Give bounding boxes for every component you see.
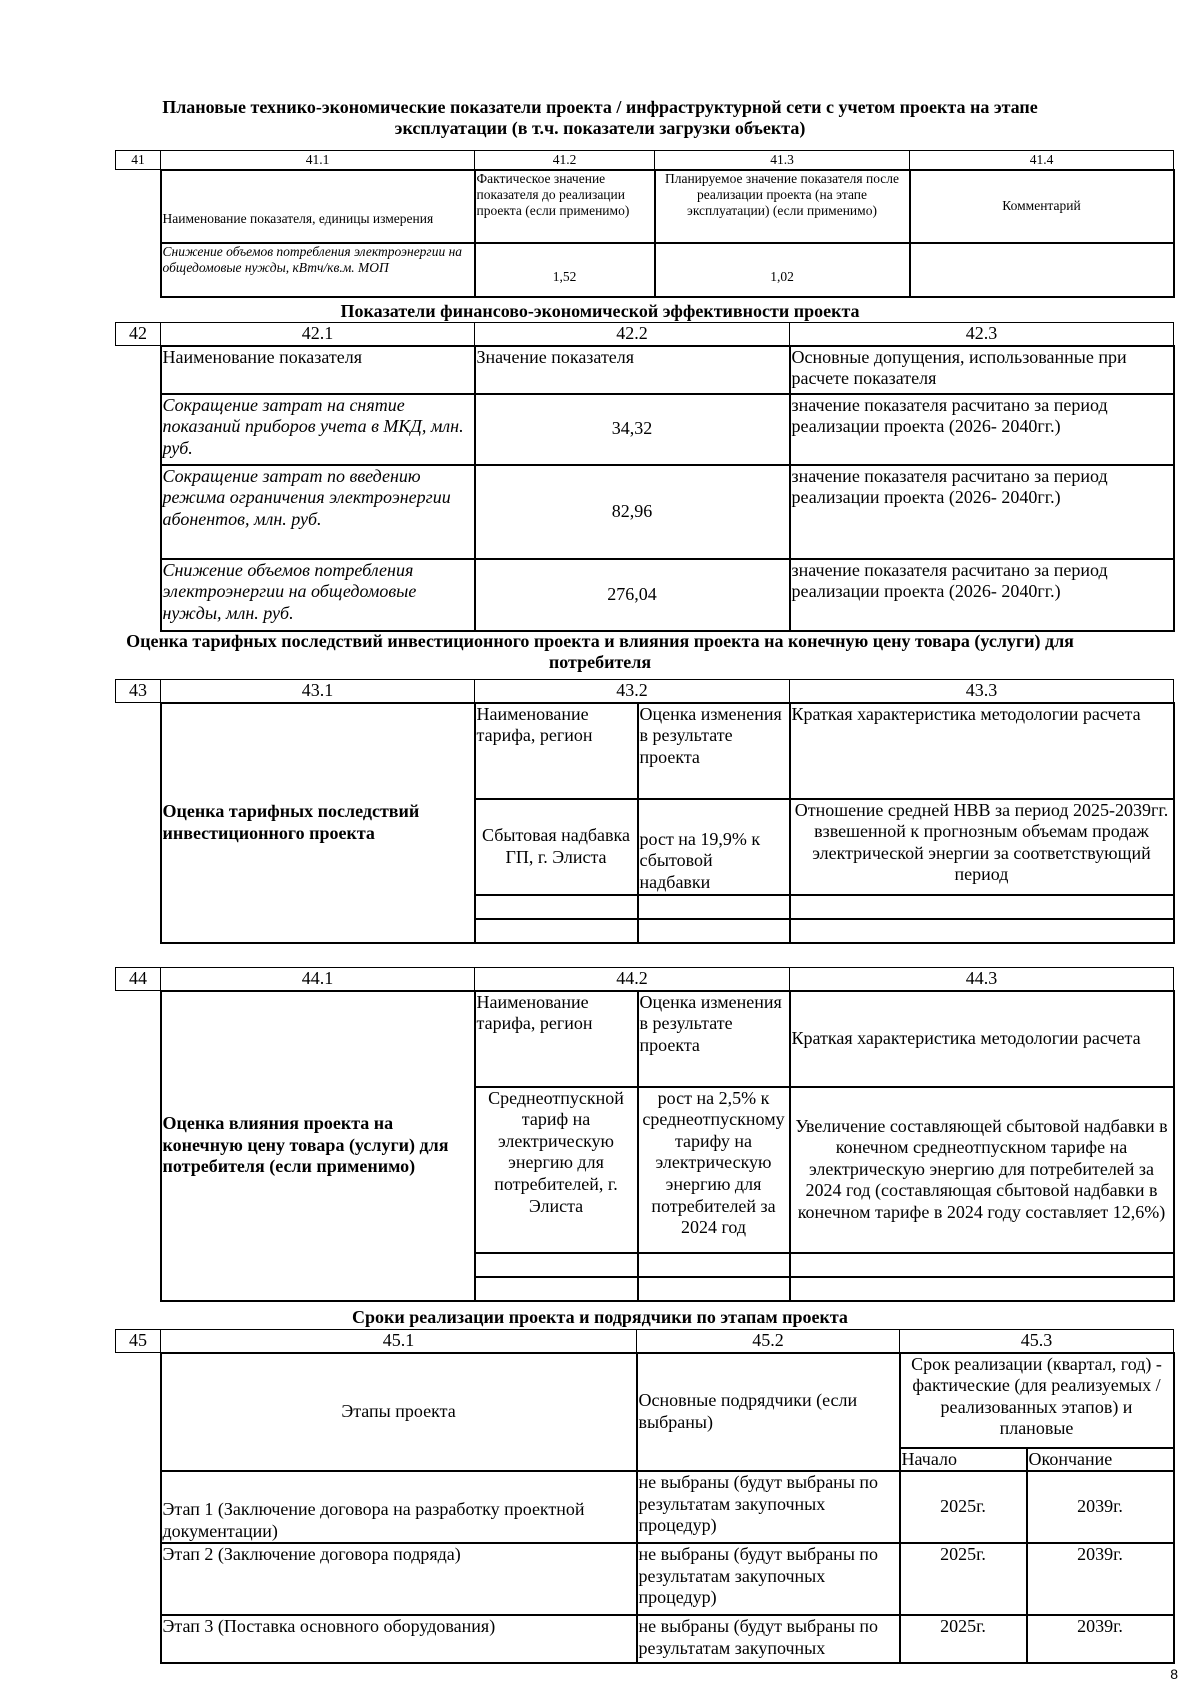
stage-contractor: не выбраны (будут выбраны по результатам закупочных процедур)	[637, 1471, 900, 1543]
col-number: 43.1	[161, 680, 475, 703]
col-number: 45.1	[161, 1330, 637, 1353]
section-42-table	[115, 322, 1175, 632]
methodology: Отношение средней НВВ за период 2025-2039гг. взвешенной к прогнозным объемам продаж электрической энергии за соответствующий период	[790, 799, 1174, 895]
header-planned-value: Планируемое значение показателя после реализации проекта (на этапе эксплуатации) (если применимо)	[655, 170, 910, 243]
header-indicator-name: Наименование показателя	[161, 346, 475, 394]
col-number: 41.4	[910, 151, 1174, 170]
indicator-name: Сокращение затрат по введению режима ограничения электроэнергии абонентов, млн. руб.	[161, 465, 475, 559]
stage-start: 2025г.	[900, 1543, 1027, 1615]
change-estimate: рост на 19,9% к сбытовой надбавки	[638, 799, 790, 895]
header-indicator-value: Значение показателя	[475, 346, 790, 394]
indicator-value: 34,32	[475, 394, 790, 465]
col-number: 45.2	[637, 1330, 900, 1353]
actual-value: 1,52	[475, 243, 655, 297]
header-change-estimate: Оценка изменения в результате проекта	[638, 703, 790, 799]
comment-value	[910, 243, 1174, 297]
header-timeline: Срок реализации (квартал, год) - фактические (для реализуемых / реализованных этапов) и плановые	[900, 1353, 1174, 1448]
tariff-name: Среднеотпускной тариф на электрическую энергию для потребителей, г. Элиста	[475, 1087, 638, 1253]
header-contractors: Основные подрядчики (если выбраны)	[637, 1353, 900, 1472]
header-tariff-name: Наименование тарифа, регион	[475, 703, 638, 799]
header-comment: Комментарий	[910, 170, 1174, 243]
header-end: Окончание	[1027, 1448, 1174, 1472]
col-number: 45.3	[900, 1330, 1174, 1353]
price-impact-label: Оценка влияния проекта на конечную цену товара (услуги) для потребителя (если применимо)	[161, 991, 475, 1301]
indicator-note: значение показателя расчитано за период реализации проекта (2026- 2040гг.)	[790, 394, 1174, 465]
col-number: 41.3	[655, 151, 910, 170]
col-number: 44.1	[161, 968, 475, 991]
section-44-table	[115, 967, 1175, 1302]
col-number: 44.2	[475, 968, 790, 991]
section-41-title: Плановые технико-экономические показатели проекта / инфраструктурной сети с учетом проекта на этапе эксплуатации (в т.ч. показатели загрузки объекта)	[162, 97, 1038, 138]
header-assumptions: Основные допущения, использованные при расчете показателя	[790, 346, 1174, 394]
section-45-table	[115, 1329, 1175, 1664]
planned-value: 1,02	[655, 243, 910, 297]
header-methodology: Краткая характеристика методологии расчета	[790, 991, 1174, 1087]
indicator-value: 276,04	[475, 559, 790, 631]
col-number: 43.2	[475, 680, 790, 703]
header-indicator-name: Наименование показателя, единицы измерения	[161, 170, 475, 243]
col-number: 43.3	[790, 680, 1174, 703]
section-number: 43	[116, 680, 161, 703]
stage-name: Этап 3 (Поставка основного оборудования)	[161, 1615, 637, 1663]
stage-end: 2039г.	[1027, 1543, 1174, 1615]
section-number: 41	[116, 151, 161, 170]
methodology: Увеличение составляющей сбытовой надбавки в конечном среднеотпускном тарифе на электрическую энергию для потребителей за 2024 год (составляющая сбытовой надбавки в конечном тарифе в 2024 году составляет 12,6%)	[790, 1087, 1174, 1253]
tariff-name: Сбытовая надбавка ГП, г. Элиста	[475, 799, 638, 895]
col-number: 41.1	[161, 151, 475, 170]
indicator-name: Снижение объемов потребления электроэнергии на общедомовые нужды, млн. руб.	[161, 559, 475, 631]
header-start: Начало	[900, 1448, 1027, 1472]
section-41-table	[115, 150, 1175, 298]
indicator-name: Снижение объемов потребления электроэнергии на общедомовые нужды, кВтч/кв.м. МОП	[161, 243, 475, 297]
stage-end: 2039г.	[1027, 1471, 1174, 1543]
page-number: 8	[1170, 1666, 1178, 1682]
indicator-value: 82,96	[475, 465, 790, 559]
col-number: 42.3	[790, 323, 1174, 346]
section-45-title: Сроки реализации проекта и подрядчики по этапам проекта	[352, 1307, 848, 1327]
header-change-estimate: Оценка изменения в результате проекта	[638, 991, 790, 1087]
stage-start: 2025г.	[900, 1615, 1027, 1663]
stage-contractor: не выбраны (будут выбраны по результатам закупочных	[637, 1615, 900, 1663]
stage-end: 2039г.	[1027, 1615, 1174, 1663]
section-number: 45	[116, 1330, 161, 1353]
col-number: 44.3	[790, 968, 1174, 991]
col-number: 41.2	[475, 151, 655, 170]
section-number: 42	[116, 323, 161, 346]
stage-start: 2025г.	[900, 1471, 1027, 1543]
section-number: 44	[116, 968, 161, 991]
indicator-note: значение показателя расчитано за период реализации проекта (2026- 2040гг.)	[790, 559, 1174, 631]
stage-name: Этап 2 (Заключение договора подряда)	[161, 1543, 637, 1615]
header-tariff-name: Наименование тарифа, регион	[475, 991, 638, 1087]
section-43-title: Оценка тарифных последствий инвестиционного проекта и влияния проекта на конечную цену товара (услуги) для потребителя	[126, 631, 1074, 672]
header-methodology: Краткая характеристика методологии расчета	[790, 703, 1174, 799]
indicator-note: значение показателя расчитано за период реализации проекта (2026- 2040гг.)	[790, 465, 1174, 559]
tariff-consequences-label: Оценка тарифных последствий инвестиционного проекта	[161, 703, 475, 943]
header-stages: Этапы проекта	[161, 1353, 637, 1472]
indicator-name: Сокращение затрат на снятие показаний приборов учета в МКД, млн. руб.	[161, 394, 475, 465]
col-number: 42.1	[161, 323, 475, 346]
stage-contractor: не выбраны (будут выбраны по результатам закупочных процедур)	[637, 1543, 900, 1615]
change-estimate: рост на 2,5% к среднеотпускному тарифу на электрическую энергию для потребителей за 2024 год	[638, 1087, 790, 1253]
col-number: 42.2	[475, 323, 790, 346]
stage-name: Этап 1 (Заключение договора на разработку проектной документации)	[161, 1471, 637, 1543]
section-43-table	[115, 679, 1175, 944]
section-42-title: Показатели финансово-экономической эффективности проекта	[340, 301, 860, 321]
header-actual-value: Фактическое значение показателя до реализации проекта (если применимо)	[475, 170, 655, 243]
